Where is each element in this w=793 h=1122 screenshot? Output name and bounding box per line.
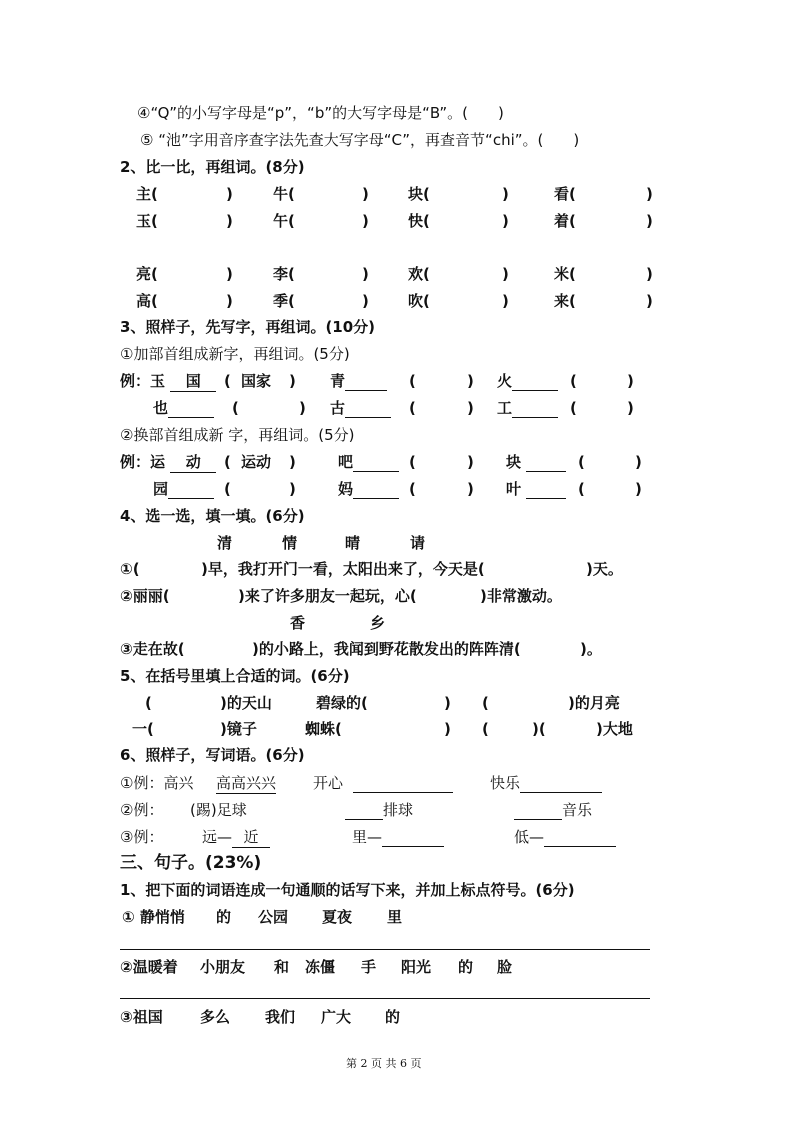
q2-cell-close: ) [362, 212, 369, 230]
s3-w3: 我们 [265, 1008, 296, 1026]
q5-r2-earth: )大地 [596, 720, 633, 738]
part3-q1-title: 1、把下面的词语连成一句通顺的话写下来，并加上标点符号。(6分) [120, 881, 575, 899]
q2-cell-char: 高( [136, 292, 158, 310]
example2-label: 例：运 [120, 453, 166, 471]
q2-cell-close: ) [646, 292, 653, 310]
q4-title: 4、选一选，填一填。(6分) [120, 507, 305, 525]
q3-r1-close2: ) [627, 372, 634, 390]
q5-r2-one: 一( [132, 720, 154, 738]
s1-w1: ① 静悄悄 [122, 908, 185, 926]
q6-l1-word1: 开心 [313, 773, 453, 793]
q4-s3c: )。 [580, 640, 602, 658]
q3-r1-close1: ) [467, 372, 474, 390]
q2-title: 2、比一比，再组词。(8分) [120, 158, 305, 176]
example1-fill: 国 [170, 371, 216, 392]
q2-cell-char: 快( [408, 212, 430, 230]
q4-word-3: 晴 [345, 534, 361, 552]
q6-l2-label: ②例： [120, 801, 164, 819]
q3-r2-close3: ) [627, 399, 634, 417]
q6-l3-word1: 里— [352, 827, 444, 847]
q2-cell-char: 午( [273, 212, 295, 230]
q5-r2-open2: ( [482, 720, 489, 738]
s2-w1: ②温暖着 [120, 958, 178, 976]
q2-cell-close: ) [646, 185, 653, 203]
q2-cell-char: 着( [554, 212, 576, 230]
q3-r4-open1: ( [224, 480, 231, 498]
q5-r1-bilv: 碧绿的( [316, 694, 368, 712]
example1-open: ( [224, 372, 231, 390]
q6-title: 6、照样子，写词语。(6分) [120, 746, 305, 764]
q2-cell-close: ) [362, 292, 369, 310]
q3-example1 [120, 371, 216, 392]
q3-r3-close1: ) [467, 453, 474, 471]
q2-cell-close: ) [502, 292, 509, 310]
q3-r3-close2: ) [635, 453, 642, 471]
q3-r1-open2: ( [570, 372, 577, 390]
q2-cell-char: 牛( [273, 185, 295, 203]
q3-r2-open1: ( [232, 399, 239, 417]
example2-open: ( [224, 453, 231, 471]
s1-w2: 的 [216, 908, 232, 926]
q5-r2-spider: 蜘蛛( [305, 720, 342, 738]
q2-cell-char: 季( [273, 292, 295, 310]
q6-l2-word1: 排球 [345, 800, 413, 820]
q6-l3-example: 远— 近 [202, 827, 270, 848]
example2-word: 运动 [241, 453, 272, 471]
q4-s2b: )来了许多朋友一起玩，心( [238, 587, 417, 605]
q6-l1-label: ①例：高兴 [120, 774, 194, 792]
q5-r2-mid: )( [532, 720, 546, 738]
q3-r3-char1: 吧 [338, 452, 399, 472]
q4-s3b: )的小路上，我闻到野花散发出的阵阵清( [252, 640, 521, 658]
q3-sub1: ①加部首组成新字，再组词。(5分) [120, 345, 350, 363]
q2-cell-close: ) [226, 212, 233, 230]
q3-r4-close2: ) [467, 480, 474, 498]
q5-r1-open: ( [145, 694, 152, 712]
q3-r2-open2: ( [409, 399, 416, 417]
q2-cell-char: 玉( [136, 212, 158, 230]
s2-w4: 冻僵 [305, 958, 336, 976]
q6-l2-word2: 音乐 [514, 800, 592, 820]
example2-close: ) [289, 453, 296, 471]
q3-r1-open1: ( [409, 372, 416, 390]
q3-r1-char1: 青 [330, 371, 387, 391]
q3-r2-close1: ) [299, 399, 306, 417]
q6-l2-example: (踢)足球 [190, 801, 247, 819]
answer-line-2 [120, 998, 650, 999]
answer-line-1 [120, 949, 650, 950]
s1-w4: 夏夜 [322, 908, 353, 926]
q2-cell-char: 看( [554, 185, 576, 203]
q4-s1c: )天。 [586, 560, 623, 578]
q3-r4-close1: ) [289, 480, 296, 498]
s3-w5: 的 [385, 1008, 401, 1026]
example1-close: ) [289, 372, 296, 390]
q4-word-6: 乡 [370, 614, 386, 632]
q3-example2 [120, 452, 216, 473]
q2-cell-close: ) [362, 185, 369, 203]
s3-w1: ③祖国 [120, 1008, 163, 1026]
q2-cell-close: ) [226, 185, 233, 203]
q3-r2-char3: 工 [497, 398, 558, 418]
s2-w3: 和 [274, 958, 290, 976]
q3-r4-char3: 叶 [506, 479, 566, 499]
q3-sub2: ②换部首组成新 字，再组词。(5分) [120, 426, 355, 444]
q2-cell-char: 吹( [408, 292, 430, 310]
example1-word: 国家 [241, 372, 272, 390]
q3-r3-open2: ( [578, 453, 585, 471]
q3-r3-char2: 块 [506, 452, 566, 472]
part3-title: 三、句子。(23%) [120, 853, 262, 873]
q2-cell-char: 主( [136, 185, 158, 203]
s2-w8: 脸 [497, 958, 513, 976]
q5-title: 5、在括号里填上合适的词。(6分) [120, 667, 350, 685]
q3-r3-open1: ( [409, 453, 416, 471]
q6-l1-example: 高高兴兴 [216, 774, 277, 792]
q2-cell-char: 李( [273, 265, 295, 283]
q3-r2-char1: 也 [153, 398, 214, 418]
q5-r1-close: ) [444, 694, 451, 712]
q5-r2-close: ) [444, 720, 451, 738]
q1-item5: ⑤ “池”字用音序查字法先查大写字母“C”，再查音节“chi”。( ) [140, 131, 580, 149]
q4-word-2: 情 [282, 534, 298, 552]
q2-cell-char: 来( [554, 292, 576, 310]
q2-cell-char: 米( [554, 265, 576, 283]
q5-r1-moon: )的月亮 [568, 694, 620, 712]
q3-r4-open2: ( [409, 480, 416, 498]
q2-cell-char: 欢( [408, 265, 430, 283]
q2-cell-close: ) [226, 292, 233, 310]
q4-word-5: 香 [290, 614, 306, 632]
q2-cell-close: ) [646, 212, 653, 230]
q4-s2a: ②丽丽( [120, 587, 170, 605]
s2-w5: 手 [361, 958, 377, 976]
page-footer: 第 2 页 共 6 页 [346, 1057, 422, 1070]
example1-label: 例：玉 [120, 372, 166, 390]
q2-cell-close: ) [362, 265, 369, 283]
q2-cell-char: 块( [408, 185, 430, 203]
q3-r2-char2: 古 [330, 398, 391, 418]
q5-r1-open2: ( [482, 694, 489, 712]
q4-s2c: )非常激动。 [480, 587, 562, 605]
q3-title: 3、照样子，先写字，再组词。(10分) [120, 318, 376, 336]
q3-r4-open3: ( [578, 480, 585, 498]
s2-w2: 小朋友 [200, 958, 246, 976]
s2-w7: 的 [458, 958, 474, 976]
q5-r2-mirror: )镜子 [220, 720, 257, 738]
q4-s3a: ③走在故( [120, 640, 185, 658]
q3-r4-close3: ) [635, 480, 642, 498]
s1-w5: 里 [387, 908, 403, 926]
s3-w2: 多么 [200, 1008, 231, 1026]
q2-cell-char: 亮( [136, 265, 158, 283]
q6-l3-label: ③例： [120, 828, 164, 846]
s3-w4: 广大 [321, 1008, 352, 1026]
q4-s1b: )早，我打开门一看，太阳出来了，今天是( [201, 560, 485, 578]
q2-cell-close: ) [226, 265, 233, 283]
q3-r1-char2: 火 [497, 371, 558, 391]
q5-r1-tianshan: )的天山 [220, 694, 272, 712]
q6-l3-word2: 低— [514, 827, 616, 847]
q2-cell-close: ) [502, 185, 509, 203]
q3-r4-char2: 妈 [338, 479, 399, 499]
q4-s1a: ①( [120, 560, 140, 578]
s2-w6: 阳光 [401, 958, 432, 976]
s1-w3: 公园 [258, 908, 289, 926]
q2-cell-close: ) [646, 265, 653, 283]
q3-r2-close2: ) [467, 399, 474, 417]
q3-r4-char1: 园 [153, 479, 214, 499]
q3-r2-open3: ( [570, 399, 577, 417]
q4-word-4: 请 [410, 534, 426, 552]
q1-item4: ④“Q”的小写字母是“p”，“b”的大写字母是“B”。( ) [137, 104, 504, 122]
q4-word-1: 清 [217, 534, 233, 552]
q6-l1-word2: 快乐 [490, 773, 602, 793]
q2-cell-close: ) [502, 265, 509, 283]
q2-cell-close: ) [502, 212, 509, 230]
example2-fill: 动 [170, 452, 216, 473]
